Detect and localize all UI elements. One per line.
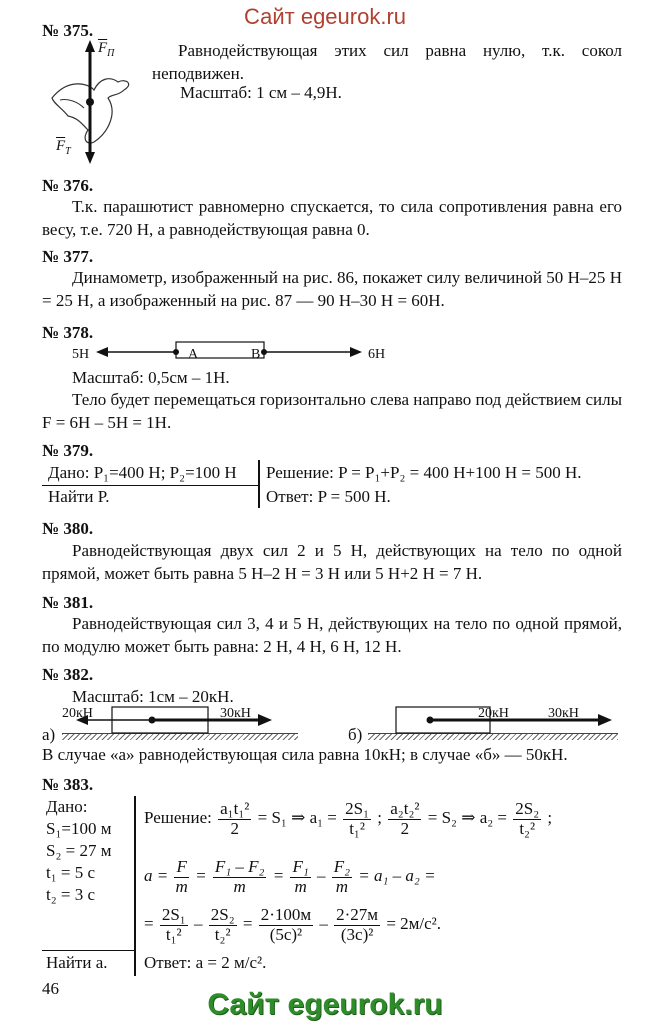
problem-381-text: Равнодействующая сил 3, 4 и 5 Н, действующих на тело по одной прямой, по модулю может быть равна: 2 Н, 4 Н, 6 Н, 12 Н. [42,614,622,656]
force-up-arrowhead [85,40,95,52]
problem-376-number: № 376. [42,176,94,195]
problem-378-text: Тело будет перемещаться горизонтально слева направо под действием силы F = 6Н – 5Н = 1Н. [42,390,622,432]
point-b-label: В [251,347,261,362]
problem-378-scale: Масштаб: 0,5см – 1Н. [72,368,230,387]
case-b-right-force: 30кН [548,706,579,721]
point-b-dot [261,349,267,355]
problem-382-scale: Масштаб: 1см – 20кН. [72,687,234,706]
fraction-f-m: $\frac{F}{m}$ [175,857,188,896]
case-a-label: а) [42,725,56,744]
solution-line-1 [144,800,552,838]
left-arrowhead [96,347,108,357]
fraction-2-27m: $\frac{2\cdot 27м}{\text{(3с)²}}$ [336,905,379,944]
problem-377-number: № 377. [42,247,94,266]
center-point [86,98,94,106]
given-title: Дано: [46,797,88,816]
given-horizontal-divider [42,950,136,951]
case-a-ground [62,733,298,740]
force-diagram-378 [70,338,390,368]
given-t1: t₁ = 5 с [46,863,96,882]
solution-text-a2: = S₂ ⇒ a₂ = [427,808,508,828]
problem-375-number: № 375. [42,21,94,40]
a1-minus-a2: = a₁ – a₂ = [358,866,436,886]
separator-semicolon-2: ; [547,808,553,828]
page-number: 46 [42,979,59,998]
case-b-ground [368,733,618,740]
find-a: Найти a. [46,953,108,972]
case-a-center [149,717,156,724]
force-fp-label: $\overline{F}_П$ [98,40,115,59]
problem-382-text: В случае «а» равнодействующая сила равна 10кН; в случае «б» — 50кН. [42,745,568,764]
force-down-arrowhead [85,152,95,164]
problem-382-number: № 382. [42,665,94,684]
watermark-top: Сайт egeurok.ru [243,4,407,29]
given-s1: S₁=100 м [46,819,112,838]
solution-line-2: a = $\frac{F}{m}$ = $\frac{\text{F₁ – F₂}}{m}$ = $\frac{\text{F₁}}{m}$ – $\frac{\text{F₂}}{m}$ = a₁ – a₂ = [144,857,436,896]
fraction-2-100m: $\frac{2\cdot 100м}{\text{(5с)²}}$ [260,905,312,944]
fraction-2s1-t1: $\frac{\text{2S₁}}{\text{t₁²}}$ [161,905,186,944]
problem-381-number: № 381. [42,593,94,612]
problem-383-answer: Ответ: a = 2 м/с². [144,953,267,972]
solution-divider [258,460,260,508]
fraction-2s2: $\frac{\text{2S₂}}{\text{t₂²}}$ [515,799,540,838]
case-a-diagram [62,705,302,733]
case-b-mid-force: 20кН [478,706,509,721]
problem-380-text: Равнодействующая двух сил 2 и 5 Н, действующих на тело по одной прямой, может быть равна 5 Н–2 Н = 3 Н или 5 Н+2 Н = 7 Н. [42,541,622,583]
fraction-2s1: $\frac{\text{2S₁}}{\text{t₁²}}$ [345,799,370,838]
separator-semicolon: ; [377,808,383,828]
problem-375-text: Равнодействующая этих сил равна нулю, т.к. сокол неподвижен. [152,41,622,83]
problem-376-text: Т.к. парашютист равномерно спускается, то сила сопротивления равна его весу, т.е. 720 Н, а равнодействующая равна 0. [42,197,622,239]
point-a-dot [173,349,179,355]
a-equals: a = [144,866,169,886]
problem-375-scale: Масштаб: 1 см – 4,9Н. [180,83,342,102]
given-vertical-divider [134,796,136,976]
fraction-a1t1: $\frac{\text{a₁t₁²}}{2}$ [220,799,250,838]
solution-line-3: = $\frac{\text{2S₁}}{\text{t₁²}}$ – $\frac{\text{2S₂}}{\text{t₂²}}$ = $\frac{2\cdot 100м}{\text{(5с)²}}$ – $\frac{2\cdot 27м}{\text{(3с)²}}$ = 2м/с². [144,905,442,944]
problem-377-text: Динамометр, изображенный на рис. 86, покажет силу величиной 50 Н–25 Н = 25 Н, а изображенный на рис. 87 — 90 Н–30 Н = 60Н. [42,268,622,310]
case-b-label: б) [348,725,363,744]
problem-379-solution: Решение: P = P₁+P₂ = 400 Н+100 Н = 500 Н. [266,463,582,482]
fraction-f1-f2-m: $\frac{\text{F₁ – F₂}}{m}$ [214,857,265,896]
force-ft-label: $\overline{F}_Т$ [56,138,71,157]
point-a-label: А [188,347,199,362]
problem-378-number: № 378. [42,323,94,342]
problem-379-number: № 379. [42,441,94,460]
case-b-arrowhead [598,714,612,726]
case-a-right-force: 30кН [220,706,251,721]
given-s2: S₂ = 27 м [46,841,112,860]
solution-label: Решение: [144,808,212,828]
fraction-2s2-t2: $\frac{\text{2S₂}}{\text{t₂²}}$ [210,905,235,944]
leading-equals: = [144,914,154,934]
case-a-left-force: 20кН [62,706,93,721]
case-b-center [427,717,434,724]
falcon-force-diagram [38,38,148,164]
problem-379-answer: Ответ: P = 500 Н. [266,487,391,506]
final-result: = 2м/с². [386,914,442,934]
fraction-f1-m: $\frac{\text{F₁}}{m}$ [292,857,309,896]
fraction-f2-m: $\frac{\text{F₂}}{m}$ [333,857,351,896]
problem-379-find: Найти P. [48,487,110,506]
solution-text-a1: = S₁ ⇒ a₁ = [257,808,337,828]
problem-380-number: № 380. [42,519,94,538]
falcon-wing-line [60,99,84,108]
given-t2: t₂ = 3 с [46,885,96,904]
right-arrowhead [350,347,362,357]
problem-383-number: № 383. [42,775,94,794]
problem-379-given: Дано: P₁=400 Н; P₂=100 Н [48,463,237,482]
watermark-bottom: Сайт egeurok.ru [207,988,443,1021]
case-a-right-arrowhead [258,714,272,726]
force-6h-label: 6Н [368,347,386,362]
force-5h-label: 5Н [72,347,90,362]
fraction-a2t2: $\frac{\text{a₂t₂²}}{2}$ [390,799,420,838]
